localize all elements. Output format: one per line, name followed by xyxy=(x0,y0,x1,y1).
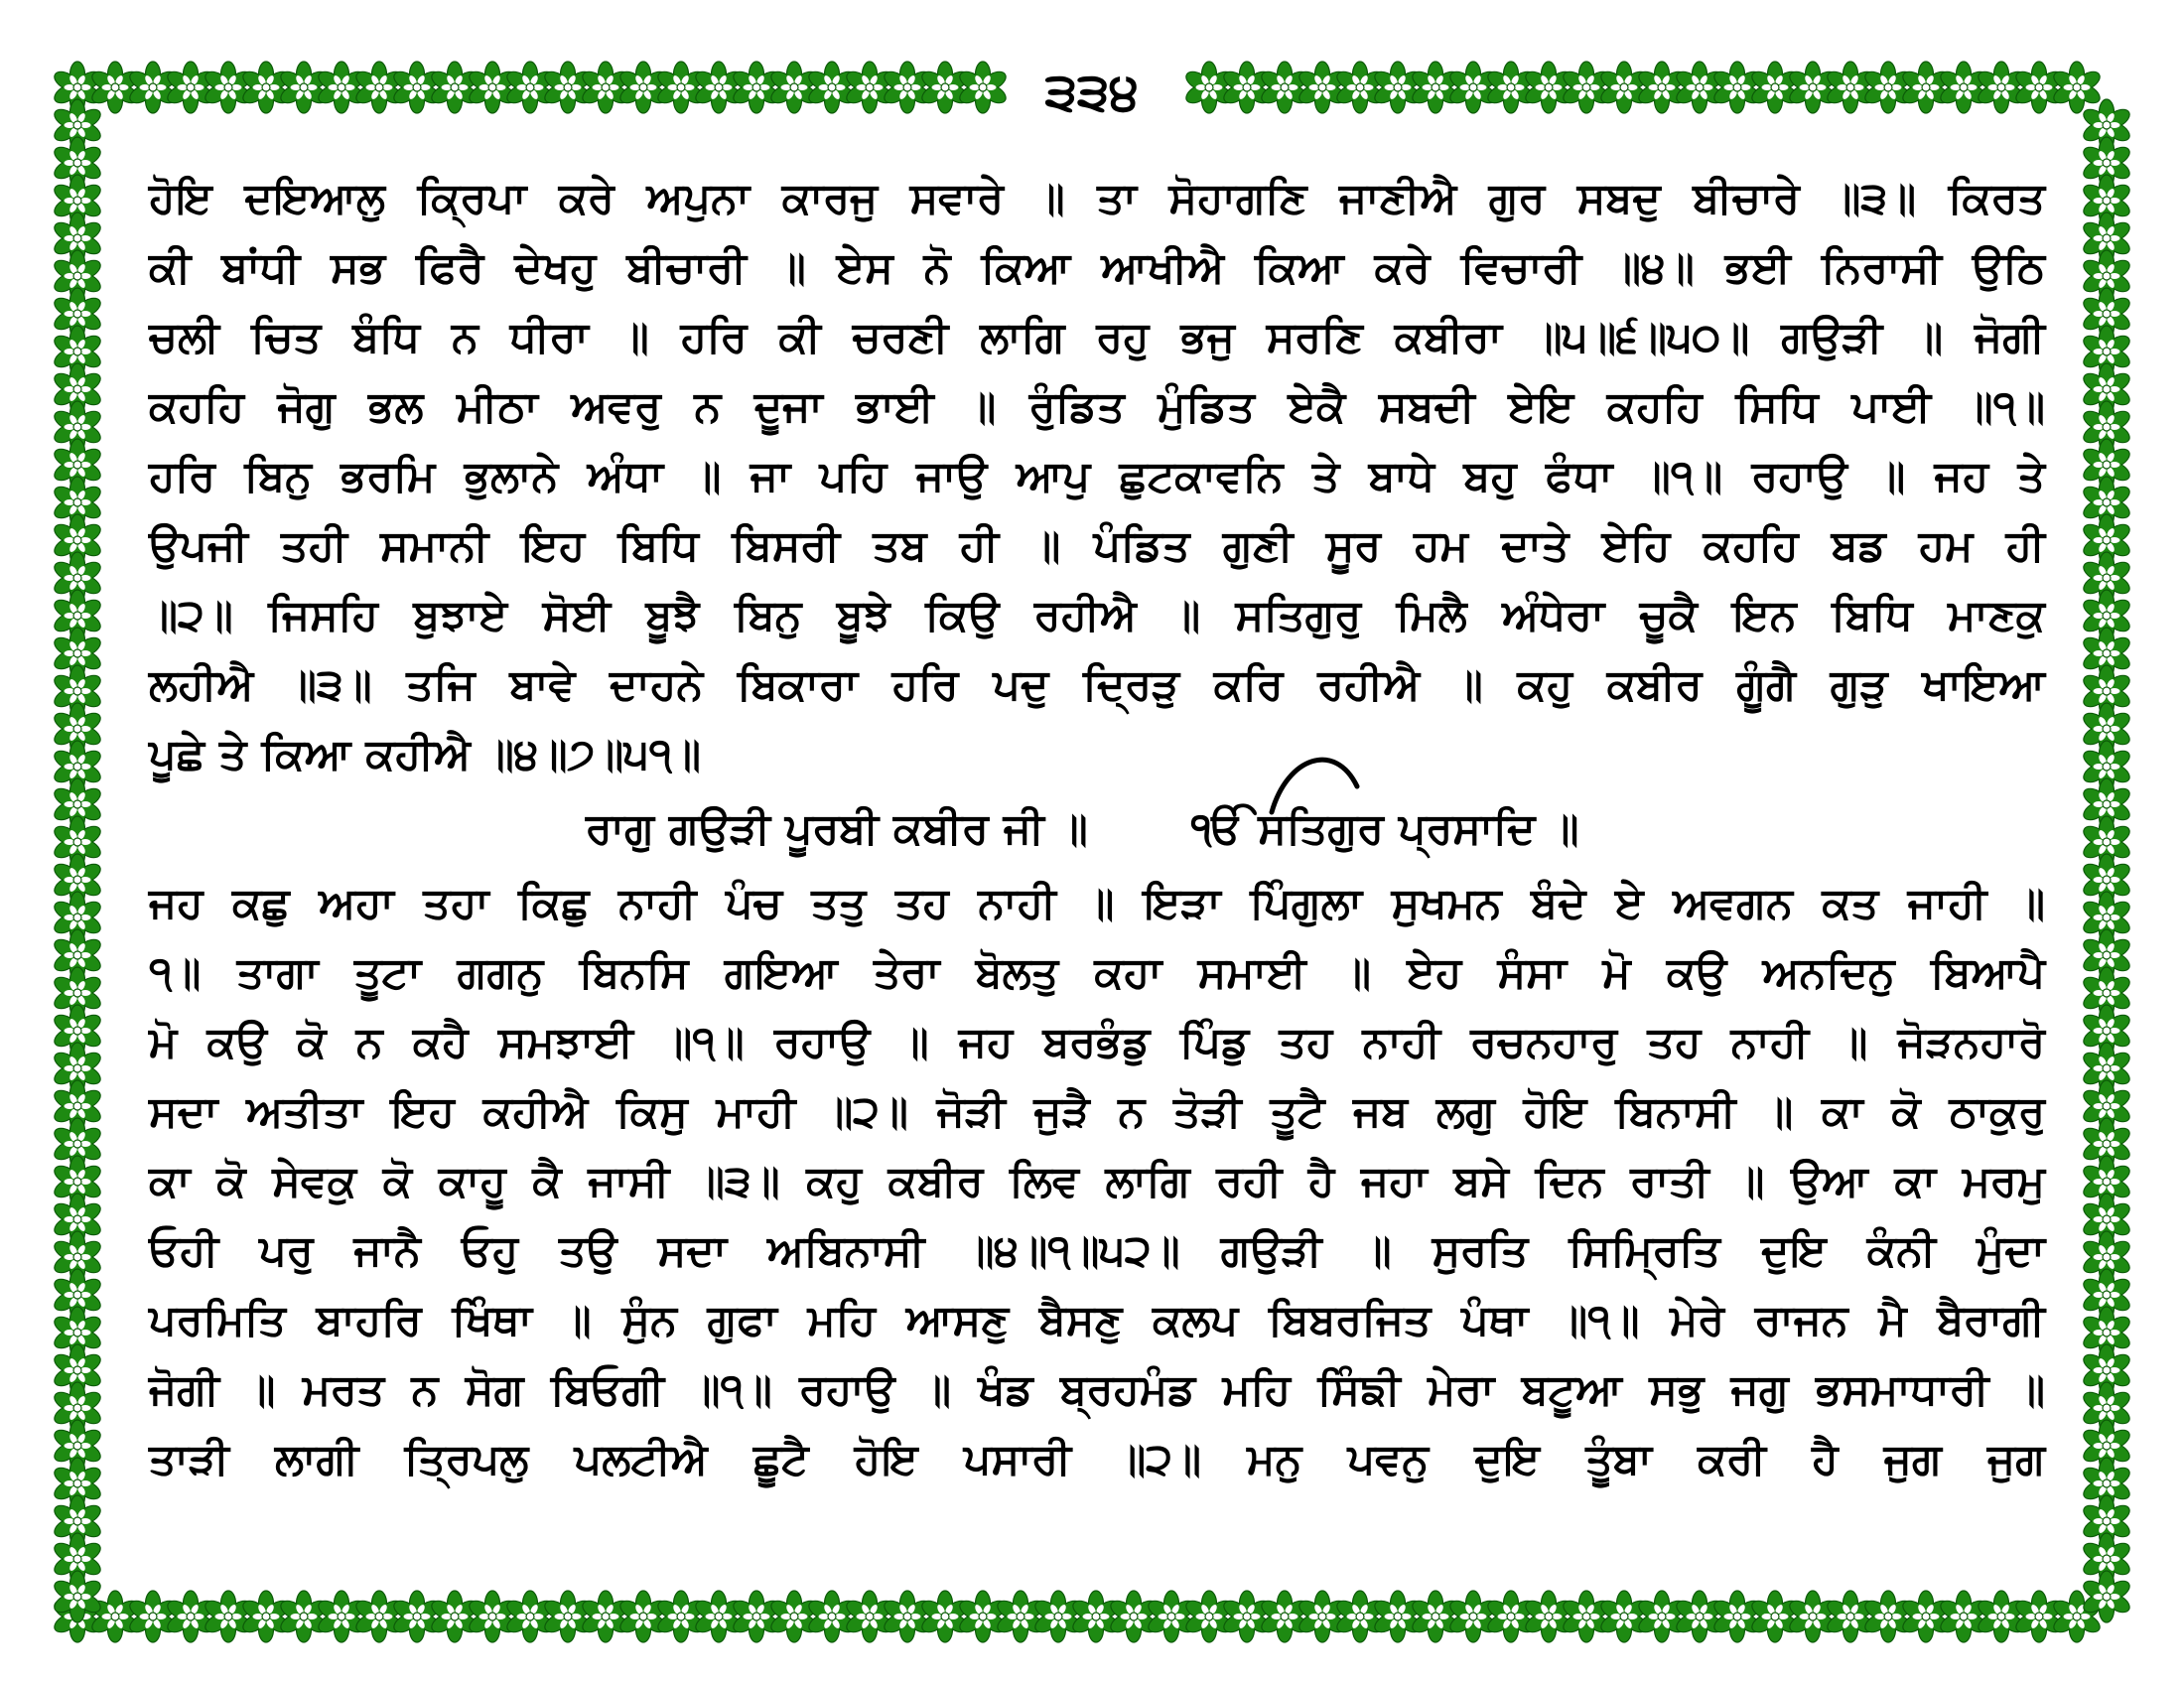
border-flower-icon xyxy=(1334,1591,1387,1642)
border-flower-icon xyxy=(391,1591,444,1642)
border-flower-icon xyxy=(1825,1591,1877,1642)
border-flower-icon xyxy=(1183,1591,1236,1642)
border-flower-icon xyxy=(1183,62,1236,113)
border-flower-icon xyxy=(882,1591,934,1642)
border-flower-icon xyxy=(316,1591,368,1642)
border-flower-icon xyxy=(1032,1591,1085,1642)
border-flower-icon xyxy=(1108,1591,1160,1642)
border-flower-icon xyxy=(1410,62,1462,113)
border-flower-icon xyxy=(1447,1591,1500,1642)
text-line: ੧॥ ਤਾਗਾ ਤੂਟਾ ਗਗਨੁ ਬਿਨਸਿ ਗਇਆ ਤੇਰਾ ਬੋਲਤੁ ਕਹਾ ਸਮਾਈ ॥ ਏਹ ਸੰਸਾ ਮੋ ਕਉ ਅਨਦਿਨੁ ਬਿਆਪੈ xyxy=(149,948,2045,998)
border-flower-icon xyxy=(1711,62,1764,113)
ek-onkar-arc xyxy=(1266,747,1375,816)
border-flower-icon xyxy=(655,1591,708,1642)
border-flower-icon xyxy=(768,1591,821,1642)
text-line: ਜੋਗੀ ॥ ਮਰਤ ਨ ਸੋਗ ਬਿਓਗੀ ॥੧॥ ਰਹਾਉ ॥ ਖੰਡ ਬ੍ਰਹਮੰਡ ਮਹਿ ਸਿੰਙੀ ਮੇਰਾ ਬਟੂਆ ਸਭੁ ਜਗੁ ਭਸਮਾਧਾਰੀ ॥ xyxy=(149,1365,2045,1415)
border-flower-icon xyxy=(693,1591,746,1642)
text-line: ਜਹ ਕਛੁ ਅਹਾ ਤਹਾ ਕਿਛੁ ਨਾਹੀ ਪੰਚ ਤਤੁ ਤਹ ਨਾਹੀ ॥ ਇੜਾ ਪਿੰਗੁਲਾ ਸੁਖਮਨ ਬੰਦੇ ਏ ਅਵਗਨ ਕਤ ਜਾਹੀ ॥ xyxy=(149,879,2045,928)
border-flower-icon xyxy=(957,1591,1010,1642)
border-flower-icon xyxy=(693,62,746,113)
border-flower-icon xyxy=(1711,1591,1764,1642)
border-flower-icon xyxy=(1523,62,1575,113)
border-flower-icon xyxy=(353,62,406,113)
border-flower-icon xyxy=(127,62,180,113)
border-flower-icon xyxy=(1561,1591,1613,1642)
border-flower-icon xyxy=(1674,62,1726,113)
border-flower-icon xyxy=(1900,62,1953,113)
border-flower-icon xyxy=(1523,1591,1575,1642)
border-flower-icon xyxy=(1070,1591,1123,1642)
border-flower-icon xyxy=(2051,62,2104,113)
border-flower-icon xyxy=(1862,1591,1915,1642)
border-flower-icon xyxy=(1297,1591,1349,1642)
border-flower-icon xyxy=(504,62,557,113)
border-flower-icon xyxy=(429,62,481,113)
border-flower-icon xyxy=(957,62,1010,113)
border-flower-icon xyxy=(655,62,708,113)
border-flower-icon xyxy=(203,62,255,113)
border-flower-icon xyxy=(1334,62,1387,113)
border-flower-icon xyxy=(1787,1591,1840,1642)
border-flower-icon xyxy=(1938,1591,1990,1642)
border-flower-icon xyxy=(1938,62,1990,113)
border-flower-icon xyxy=(1372,62,1425,113)
text-line: ਕਾ ਕੋ ਸੇਵਕੁ ਕੋ ਕਾਹੂ ਕੈ ਜਾਸੀ ॥੩॥ ਕਹੁ ਕਬੀਰ ਲਿਵ ਲਾਗਿ ਰਹੀ ਹੈ ਜਹਾ ਬਸੇ ਦਿਨ ਰਾਤੀ ॥ ਉਆ ਕਾ ਮਰਮੁ xyxy=(149,1157,2045,1206)
border-flower-icon xyxy=(542,1591,595,1642)
border-flower-icon xyxy=(278,62,331,113)
text-line: ਲਹੀਐ ॥੩॥ ਤਜਿ ਬਾਵੇ ਦਾਹਨੇ ਬਿਕਾਰਾ ਹਰਿ ਪਦੁ ਦ੍ਰਿੜੁ ਕਰਿ ਰਹੀਐ ॥ ਕਹੁ ਕਬੀਰ ਗੂੰਗੈ ਗੁੜੁ ਖਾਇਆ xyxy=(149,660,2045,710)
border-flower-icon xyxy=(919,62,972,113)
raag-heading xyxy=(149,794,2045,864)
scripture-text xyxy=(149,164,2045,1554)
border-flower-icon xyxy=(2013,62,2066,113)
border-flower-icon xyxy=(504,1591,557,1642)
page-number: ੩੩੪ xyxy=(1013,58,1171,127)
border-flower-icon xyxy=(580,1591,632,1642)
border-flower-icon xyxy=(316,62,368,113)
border-flower-icon xyxy=(353,1591,406,1642)
border-flower-icon xyxy=(1259,62,1311,113)
border-flower-icon xyxy=(165,1591,217,1642)
border-flower-icon xyxy=(1976,62,2028,113)
border-flower-icon xyxy=(844,62,896,113)
border-flower-icon xyxy=(995,1591,1047,1642)
text-line: ਪੂਛੇ ਤੇ ਕਿਆ ਕਹੀਐ ॥੪॥੭॥੫੧॥ xyxy=(149,730,701,779)
text-line: ਕੀ ਬਾਂਧੀ ਸਭ ਫਿਰੈ ਦੇਖਹੁ ਬੀਚਾਰੀ ॥ ਏਸ ਨੋ ਕਿਆ ਆਖੀਐ ਕਿਆ ਕਰੇ ਵਿਚਾਰੀ ॥੪॥ ਭਈ ਨਿਰਾਸੀ ਉਠਿ xyxy=(149,243,2045,293)
border-flower-icon xyxy=(429,1591,481,1642)
border-flower-icon xyxy=(580,62,632,113)
border-flower-icon xyxy=(1372,1591,1425,1642)
border-flower-icon xyxy=(127,1591,180,1642)
border-flower-icon xyxy=(1485,62,1538,113)
border-flower-icon xyxy=(1636,1591,1689,1642)
border-flower-icon xyxy=(1825,62,1877,113)
border-flower-icon xyxy=(919,1591,972,1642)
border-flower-icon xyxy=(1485,1591,1538,1642)
border-flower-icon xyxy=(617,1591,670,1642)
text-line: ਪਰਮਿਤਿ ਬਾਹਰਿ ਖਿੰਥਾ ॥ ਸੁੰਨ ਗੁਫਾ ਮਹਿ ਆਸਣੁ ਬੈਸਣੁ ਕਲਪ ਬਿਬਰਜਿਤ ਪੰਥਾ ॥੧॥ ਮੇਰੇ ਰਾਜਨ ਮੈ ਬੈਰਾਗੀ xyxy=(149,1296,2045,1345)
text-line: ਹੋਇ ਦਇਆਲੁ ਕ੍ਰਿਪਾ ਕਰੇ ਅਪੁਨਾ ਕਾਰਜੁ ਸਵਾਰੇ ॥ ਤਾ ਸੋਹਾਗਣਿ ਜਾਣੀਐ ਗੁਰ ਸਬਦੁ ਬੀਚਾਰੇ ॥੩॥ ਕਿਰਤ xyxy=(149,174,2045,223)
border-flower-icon xyxy=(203,1591,255,1642)
text-line: ਚਲੀ ਚਿਤ ਬੰਧਿ ਨ ਧੀਰਾ ॥ ਹਰਿ ਕੀ ਚਰਣੀ ਲਾਗਿ ਰਹੁ ਭਜੁ ਸਰਣਿ ਕਬੀਰਾ ॥੫॥੬॥੫੦॥ ਗਉੜੀ ॥ ਜੋਗੀ xyxy=(149,313,2045,362)
border-flower-icon xyxy=(1598,1591,1651,1642)
border-flower-icon xyxy=(1221,62,1274,113)
border-flower-icon xyxy=(89,1591,142,1642)
border-flower-icon xyxy=(731,62,783,113)
border-flower-icon xyxy=(844,1591,896,1642)
border-flower-icon xyxy=(1561,62,1613,113)
border-flower-icon xyxy=(1749,62,1802,113)
border-flower-icon xyxy=(1598,62,1651,113)
border-flower-icon xyxy=(467,1591,519,1642)
border-flower-icon xyxy=(1447,62,1500,113)
border-flower-icon xyxy=(882,62,934,113)
text-line: ਉਪਜੀ ਤਹੀ ਸਮਾਨੀ ਇਹ ਬਿਧਿ ਬਿਸਰੀ ਤਬ ਹੀ ॥ ਪੰਡਿਤ ਗੁਣੀ ਸੂਰ ਹਮ ਦਾਤੇ ਏਹਿ ਕਹਹਿ ਬਡ ਹਮ ਹੀ xyxy=(149,521,2045,571)
border-flower-icon xyxy=(1410,1591,1462,1642)
border-flower-icon xyxy=(240,1591,293,1642)
border-flower-icon xyxy=(1787,62,1840,113)
border-flower-icon xyxy=(1900,1591,1953,1642)
border-flower-icon xyxy=(391,62,444,113)
border-flower-icon xyxy=(806,1591,859,1642)
border-flower-icon xyxy=(1862,62,1915,113)
border-flower-icon xyxy=(617,62,670,113)
border-flower-icon xyxy=(542,62,595,113)
border-flower-icon xyxy=(467,62,519,113)
border-flower-icon xyxy=(1297,62,1349,113)
border-flower-icon xyxy=(1146,1591,1198,1642)
border-flower-icon xyxy=(806,62,859,113)
border-flower-icon xyxy=(1674,1591,1726,1642)
border-flower-icon xyxy=(240,62,293,113)
border-flower-icon xyxy=(165,62,217,113)
border-flower-icon xyxy=(2013,1591,2066,1642)
text-line: ਓਹੀ ਪਰੁ ਜਾਨੈ ਓਹੁ ਤਉ ਸਦਾ ਅਬਿਨਾਸੀ ॥੪॥੧॥੫੨॥ ਗਉੜੀ ॥ ਸੁਰਤਿ ਸਿਮ੍ਰਿਤਿ ਦੁਇ ਕੰਨੀ ਮੁੰਦਾ xyxy=(149,1226,2045,1276)
text-line: ਹਰਿ ਬਿਨੁ ਭਰਮਿ ਭੁਲਾਨੇ ਅੰਧਾ ॥ ਜਾ ਪਹਿ ਜਾਉ ਆਪੁ ਛੁਟਕਾਵਨਿ ਤੇ ਬਾਧੇ ਬਹੁ ਫੰਧਾ ॥੧॥ ਰਹਾਉ ॥ ਜਹ ਤੇ xyxy=(149,452,2045,501)
text-line: ਸਦਾ ਅਤੀਤਾ ਇਹ ਕਹੀਐ ਕਿਸੁ ਮਾਹੀ ॥੨॥ ਜੋੜੀ ਜੁੜੈ ਨ ਤੋੜੀ ਤੂਟੈ ਜਬ ਲਗੁ ਹੋਇ ਬਿਨਾਸੀ ॥ ਕਾ ਕੋ ਠਾਕੁਰੁ xyxy=(149,1087,2045,1137)
text-line: ਮੋ ਕਉ ਕੋ ਨ ਕਹੈ ਸਮਝਾਈ ॥੧॥ ਰਹਾਉ ॥ ਜਹ ਬਰਭੰਡੁ ਪਿੰਡੁ ਤਹ ਨਾਹੀ ਰਚਨਹਾਰੁ ਤਹ ਨਾਹੀ ॥ ਜੋੜਨਹਾਰੋ xyxy=(149,1018,2045,1067)
border-flower-icon xyxy=(1749,1591,1802,1642)
border-flower-icon xyxy=(1221,1591,1274,1642)
text-line: ਕਹਹਿ ਜੋਗੁ ਭਲ ਮੀਠਾ ਅਵਰੁ ਨ ਦੂਜਾ ਭਾਈ ॥ ਰੁੰਡਿਤ ਮੁੰਡਿਤ ਏਕੈ ਸਬਦੀ ਏਇ ਕਹਹਿ ਸਿਧਿ ਪਾਈ ॥੧॥ xyxy=(149,382,2045,432)
raag-title: ਰਾਗੁ ਗਉੜੀ ਪੂਰਬੀ ਕਬੀਰ ਜੀ ॥ xyxy=(586,804,1088,854)
border-flower-icon xyxy=(731,1591,783,1642)
text-line: ॥੨॥ ਜਿਸਹਿ ਬੁਝਾਏ ਸੋਈ ਬੂਝੈ ਬਿਨੁ ਬੂਝੇ ਕਿਉ ਰਹੀਐ ॥ ਸਤਿਗੁਰੁ ਮਿਲੈ ਅੰਧੇਰਾ ਚੂਕੈ ਇਨ ਬਿਧਿ ਮਾਣਕੁ xyxy=(149,591,2045,640)
border-flower-icon xyxy=(768,62,821,113)
border-flower-icon xyxy=(89,62,142,113)
border-flower-icon xyxy=(278,1591,331,1642)
text-line: ਤਾੜੀ ਲਾਗੀ ਤ੍ਰਿਪਲੁ ਪਲਟੀਐ ਛੂਟੈ ਹੋਇ ਪਸਾਰੀ ॥੨॥ ਮਨੁ ਪਵਨੁ ਦੁਇ ਤੂੰਬਾ ਕਰੀ ਹੈ ਜੁਗ ਜੁਗ xyxy=(149,1435,2045,1484)
mool-mantar: ੴ ਸਤਿਗੁਰ ਪ੍ਰਸਾਦਿ ॥ xyxy=(1191,804,1579,854)
border-flower-icon xyxy=(1259,1591,1311,1642)
border-flower-icon xyxy=(1636,62,1689,113)
border-flower-icon xyxy=(1976,1591,2028,1642)
